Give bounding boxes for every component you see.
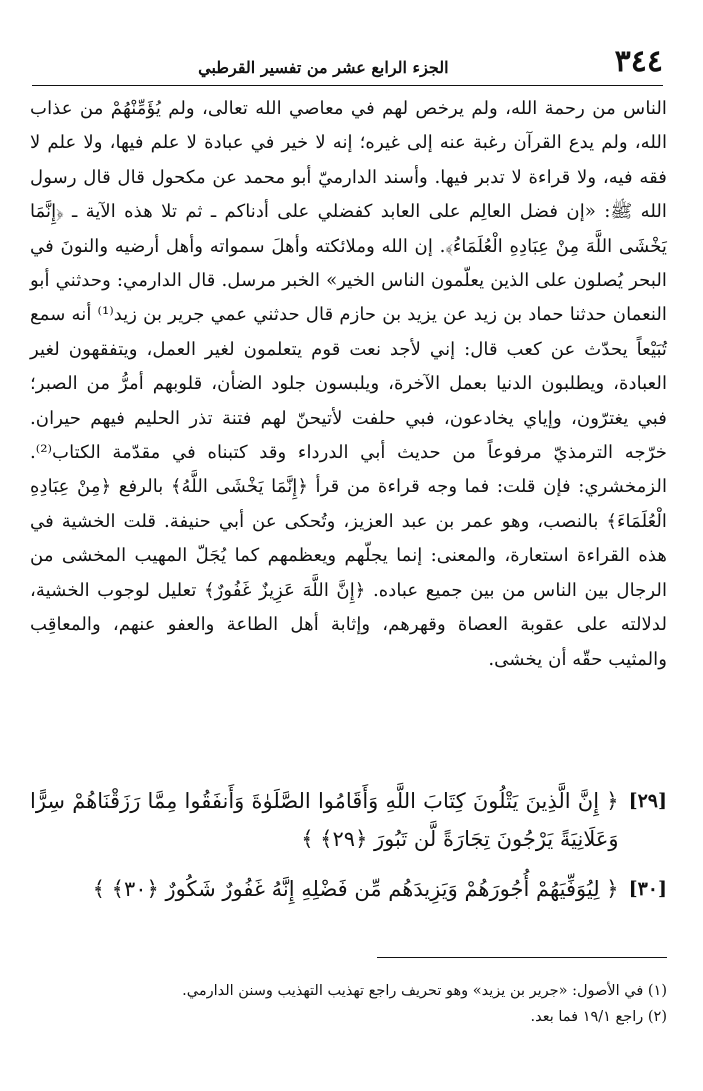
verse-number: [٢٩] bbox=[628, 790, 667, 812]
verse-text: ﴿ إِنَّ الَّذِينَ يَتْلُونَ كِتَابَ اللَّهِ وَأَقَامُوا الصَّلَوٰةَ وَأَنفَقُوا مِمَّا رَزَقْنَاهُمْ سِرًّا وَعَلَانِيَةً يَرْجُونَ تِجَارَةً لَّن تَبُورَ ﴿٢٩﴾ ﴾ bbox=[30, 789, 619, 851]
quran-verses bbox=[30, 782, 667, 920]
verse-number: [٣٠] bbox=[628, 878, 667, 900]
footnote-divider bbox=[377, 957, 667, 958]
verse-29 bbox=[30, 782, 667, 858]
verse-text: ﴿ لِيُوَفِّيَهُمْ أُجُورَهُمْ وَيَزِيدَهُم مِّن فَضْلِهِ إِنَّهُ غَفُورٌ شَكُورٌ ﴿٣٠﴾ ﴾ bbox=[92, 877, 619, 901]
page-number: ٣٤٤ bbox=[614, 44, 663, 79]
running-title: الجزء الرابع عشر من تفسير القرطبي bbox=[198, 58, 449, 77]
footnote-2: (٢) راجع ١٩/١ فما بعد. bbox=[530, 1009, 667, 1025]
footnotes bbox=[30, 978, 667, 1030]
page-header bbox=[32, 34, 663, 86]
verse-30 bbox=[30, 870, 667, 908]
commentary-paragraph: الناس من رحمة الله، ولم يرخص لهم في معاصي الله تعالى، ولم يُؤَمِّنْهُمْ من عذاب الله، ولم يدع القرآن رغبة عنه إلى غيره؛ إنه لا خير في عبادة لا علم فيها، ولا علم لا فقه فيه، ولا قراءة لا تدبر فيها. وأسند الدارميّ أبو محمد عن مكحول قال قال رسول الله ﷺ: «إن فضل العالِم على العابد كفضلي على أدناكم ـ ثم تلا هذه الآية ـ ﴿إِنَّمَا يَخْشَى اللَّهَ مِنْ عِبَادِهِ الْعُلَمَاءُ﴾. إن الله وملائكته وأهلَ سمواته وأهل أرضيه والنونَ في البحر يُصلون على الذين يعلّمون الناس الخير» الخبر مرسل. قال الدارمي: وحدثني أبو النعمان حدثنا حماد بن زيد عن يزيد بن حازم قال حدثني عمي جرير بن زيد⁽¹⁾ أنه سمع تُبَيْعاً يحدّث عن كعب قال: إني لأجد نعت قوم يتعلمون لغير العمل، ويتفقهون لغير العبادة، ويطلبون الدنيا بعمل الآخرة، ويلبسون جلود الضأن، قلوبهم أمرُّ من الصبر؛ فبي يغترّون، وإياي يخادعون، فبي حلفت لأتيحنّ لهم فتنة تذر الحليم فيهم حيران. خرّجه الترمذيّ مرفوعاً من حديث أبي الدرداء وقد كتبناه في مقدّمة الكتاب⁽²⁾. الزمخشري: فإن قلت: فما وجه قراءة من قرأ ﴿إِنَّمَا يَخْشَى اللَّهُ﴾ بالرفع ﴿مِنْ عِبَادِهِ الْعُلَمَاءَ﴾ بالنصب، وهو عمر بن عبد العزيز، وتُحكى عن أبي حنيفة. قلت الخشية في هذه القراءة استعارة، والمعنى: إنما يجلّهم ويعظمهم كما يُجَلّ المهيب المخشى من الرجال بين الناس من بين جميع عباده. ﴿إِنَّ اللَّهَ عَزِيزٌ غَفُورٌ﴾ تعليل لوجوب الخشية، لدلالته على عقوبة العصاة وقهرهم، وإثابة أهل الطاعة والعفو عنهم، والمعاقِب والمثيب حقّه أن يخشى. bbox=[30, 98, 667, 670]
commentary-text bbox=[30, 92, 667, 677]
footnote-1: (١) في الأصول: «جرير بن يزيد» وهو تحريف راجع تهذيب التهذيب وسنن الدارمي. bbox=[182, 983, 667, 999]
